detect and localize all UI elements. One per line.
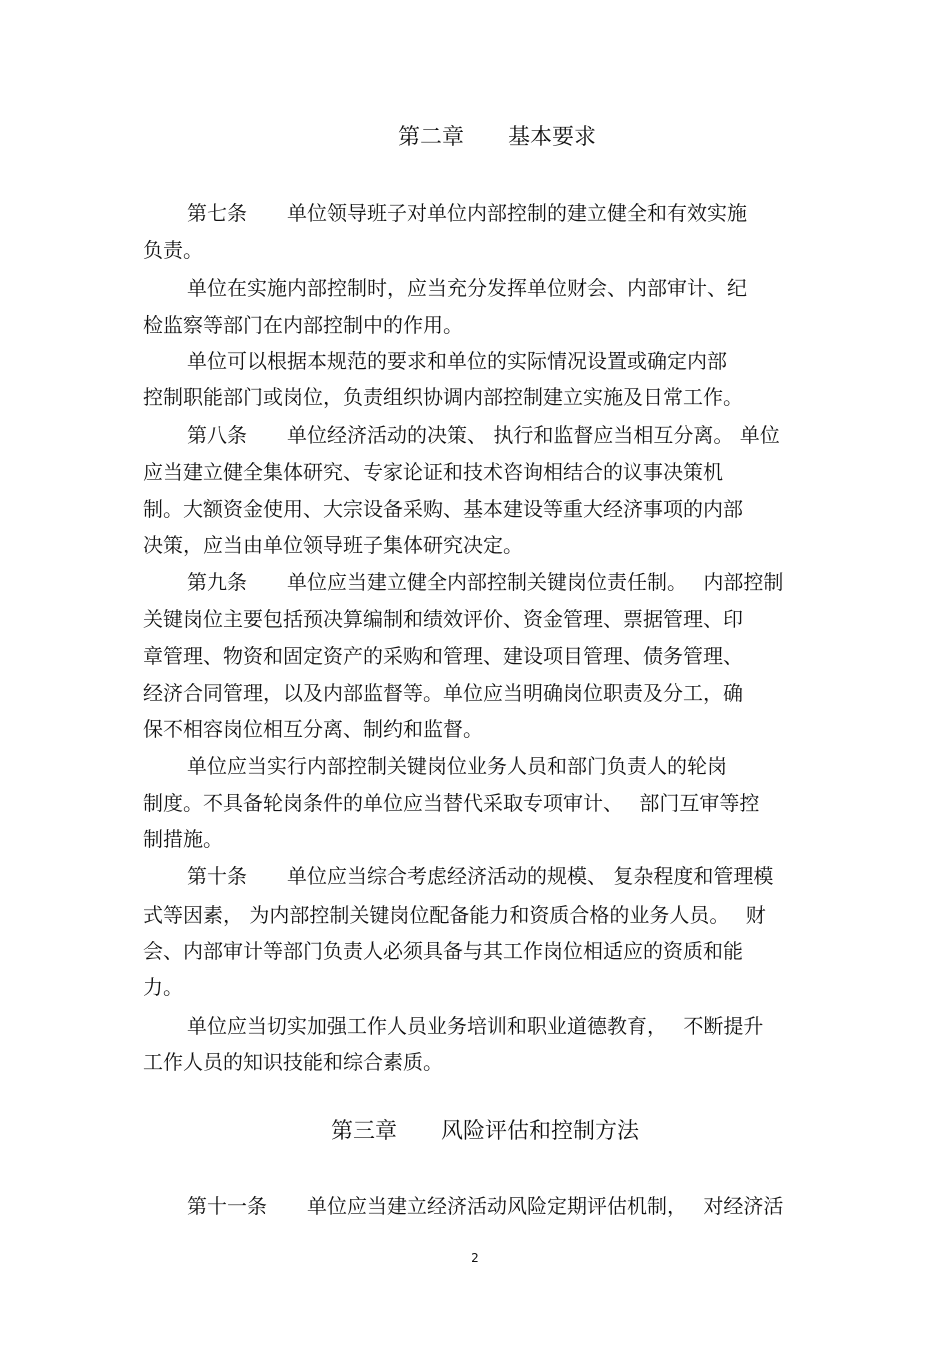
paragraph-line: 关键岗位主要包括预决算编制和绩效评价、资金管理、票据管理、印	[143, 607, 743, 631]
chapter-2-title: 第二章 基本要求	[398, 125, 597, 150]
article-10-line-1: 第十条 单位应当综合考虑经济活动的规模、 复杂程度和管理模	[187, 864, 774, 888]
paragraph-line: 制。大额资金使用、大宗设备采购、基本建设等重大经济事项的内部	[143, 497, 743, 521]
paragraph-line: 制措施。	[143, 827, 223, 851]
paragraph-line: 控制职能部门或岗位，负责组织协调内部控制建立实施及日常工作。	[143, 385, 743, 409]
paragraph-line: 章管理、物资和固定资产的采购和管理、建设项目管理、债务管理、	[143, 644, 743, 668]
paragraph-line: 单位可以根据本规范的要求和单位的实际情况设置或确定内部	[187, 349, 727, 373]
paragraph-line: 保不相容岗位相互分离、制约和监督。	[143, 717, 483, 741]
article-8-line-1: 第八条 单位经济活动的决策、 执行和监督应当相互分离。 单位	[187, 423, 780, 447]
paragraph-line: 单位在实施内部控制时，应当充分发挥单位财会、内部审计、纪	[187, 276, 747, 300]
page-number: 2	[471, 1251, 479, 1265]
chapter-3-title: 第三章 风险评估和控制方法	[331, 1119, 640, 1144]
paragraph-line: 经济合同管理，以及内部监督等。单位应当明确岗位职责及分工，确	[143, 681, 743, 705]
paragraph-line: 制度。不具备轮岗条件的单位应当替代采取专项审计、 部门互审等控	[143, 791, 760, 815]
article-9-line-1: 第九条 单位应当建立健全内部控制关键岗位责任制。 内部控制	[187, 570, 784, 594]
article-11-line-1: 第十一条 单位应当建立经济活动风险定期评估机制， 对经济活	[187, 1194, 784, 1218]
paragraph-line: 单位应当切实加强工作人员业务培训和职业道德教育， 不断提升	[187, 1014, 764, 1038]
paragraph-line: 式等因素， 为内部控制关键岗位配备能力和资质合格的业务人员。 财	[143, 903, 766, 927]
paragraph-line: 决策，应当由单位领导班子集体研究决定。	[143, 533, 523, 557]
article-7-line-2: 负责。	[143, 238, 203, 262]
paragraph-line: 工作人员的知识技能和综合素质。	[143, 1050, 443, 1074]
paragraph-line: 力。	[143, 975, 183, 999]
article-7-line-1: 第七条 单位领导班子对单位内部控制的建立健全和有效实施	[187, 201, 747, 225]
paragraph-line: 检监察等部门在内部控制中的作用。	[143, 313, 463, 337]
paragraph-line: 应当建立健全集体研究、专家论证和技术咨询相结合的议事决策机	[143, 460, 723, 484]
paragraph-line: 会、内部审计等部门负责人必须具备与其工作岗位相适应的资质和能	[143, 939, 743, 963]
paragraph-line: 单位应当实行内部控制关键岗位业务人员和部门负责人的轮岗	[187, 754, 727, 778]
